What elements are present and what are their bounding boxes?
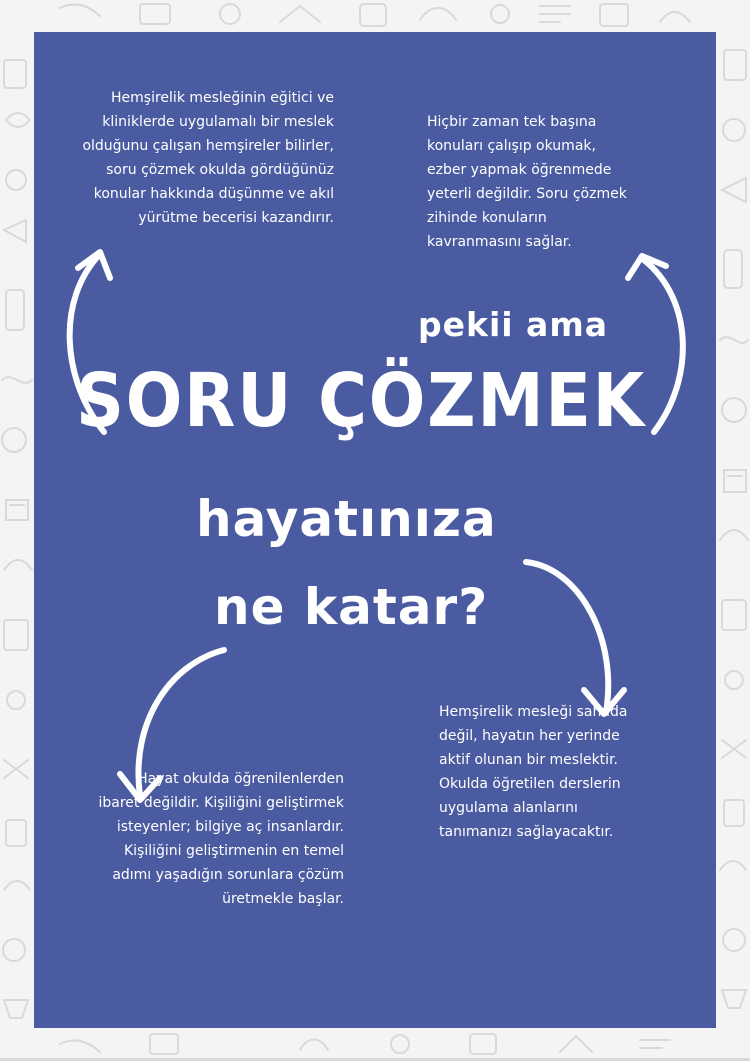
pekii-ama-text: pekii ama <box>418 305 608 344</box>
top-right-paragraph: Hiçbir zaman tek başına konuları çalışıp okumak, ezber yapmak öğrenmede yeterli değildir. Soru çözmek zihinde konuların kavranmasını sağlar. <box>427 114 627 250</box>
main-title: SORU ÇÖZMEK <box>76 358 647 444</box>
top-left-paragraph: Hemşirelik mesleğinin eğitici ve kliniklerde uygulamalı bir meslek olduğunu çalışan hemşireler bilirler, soru çözmek okulda gördüğünüz konular hakkında düşünme ve akıl yürütme becerisi kazandırır. <box>82 90 334 226</box>
subtitle-line-1: hayatınıza <box>196 490 497 548</box>
subtitle-line-2: ne katar? <box>214 578 489 636</box>
arrow-down-left-icon <box>120 650 224 800</box>
bottom-right-paragraph: Hemşirelik mesleği sahada değil, hayatın her yerinde aktif olunan bir meslektir. Okulda öğretilen derslerin uygulama alanlarını tanımanızı sağlayacaktır. <box>439 704 628 840</box>
arrow-up-right-icon <box>628 256 683 432</box>
bottom-left-paragraph: Hayat okulda öğrenilenlerden ibaret değildir. Kişiliğini geliştirmek isteyenler; bilgiye aç insanlardır. Kişiliğini geliştirmenin en temel adımı yaşadığın sorunlara çözüm üretmekle başlar. <box>98 771 344 907</box>
arrow-down-right-icon <box>526 562 624 714</box>
arrow-up-left-icon <box>70 252 110 432</box>
